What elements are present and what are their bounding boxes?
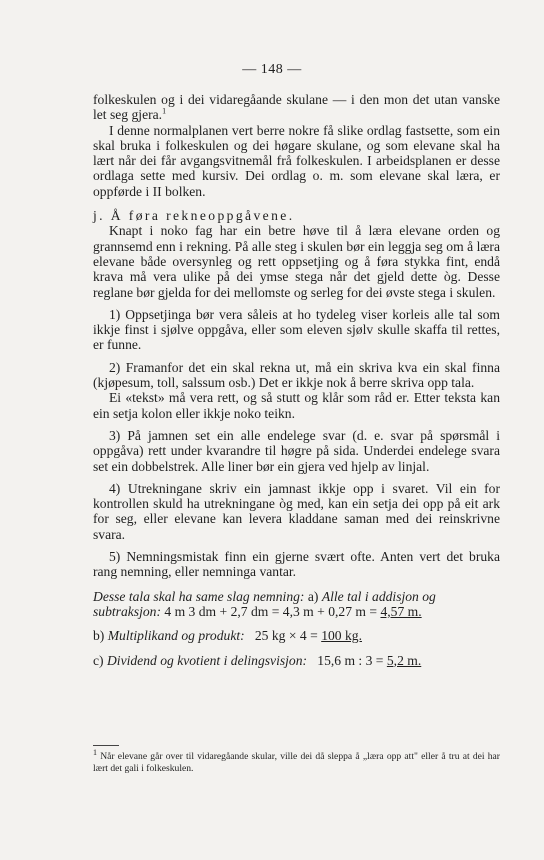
rule-item-2: 2) Framanfor det ein skal rekna ut, må ein skriva kva ein skal finna (kjøpesum, toll, salssum osb.) Det er ikkje nok å berre skriva opp tala. [93,359,500,391]
page-number: — 148 — [242,62,302,77]
example-a-expression: 4 m 3 dm + 2,7 dm = 4,3 m + 0,27 m = [164,603,378,619]
example-b: b) Multiplikand og produkt: 25 kg × 4 = 100 kg. [93,628,362,644]
footnote-reference: 1 [162,106,167,116]
rule-item-1: 1) Oppsetjinga bør vera såleis at ho tydeleg viser korleis alle tal som ikkje finst i sjølve oppgåva, eller som eleven sjølv skulle skaffa til rettes, er funne. [93,306,500,353]
rule-item-4: 4) Utrekningane skriv ein jamnast ikkje opp i svaret. Vil ein for kontrollen skuld ha utrekningane òg med, kan ein setja dei opp på eit ark for seg, eller elevane kan levera kladdane saman med dei reinskrivne svara. [93,480,500,542]
footnote [93,747,500,775]
example-a-result: 4,57 m. [380,603,422,619]
paragraph: I denne normalplanen vert berre nokre få slike ordlag fastsette, som ein skal bruka i folkeskulen og dei høgare skulane, og som elevane skal ha lært når dei får avgangsvitnemål frå folkeskulen. I arbeidsplanen er desse ordlaga sette med kursiv. Dei ordlag o. m. som elevane skal læra, er oppførde i II bolken. [93,122,500,199]
example-a: Desse tala skal ha same slag nemning: a) Alle tal i addisjon og subtraksjon: 4 m 3 dm + 2,7 dm = 4,3 m + 0,27 m = 4,57 m. [93,588,436,619]
example-b-result: 100 kg. [321,628,362,644]
example-c: c) Dividend og kvotient i delingsvisjon: 15,6 m : 3 = 5,2 m. [93,652,422,668]
examples-intro: Desse tala skal ha same slag nemning: [93,588,305,604]
rule-item-3: 3) På jamnen set ein alle endelege svar (d. e. svar på spørsmål i oppgåva) rett under kvarandre til høgre på sida. Underdei endelege svara set ein dobbelstrek. Alle liner bør ein gjera ved hjelp av linjal. [93,427,500,474]
footnote-text: Når elevane går over til vidaregåande skular, ville dei då sleppa å „læra opp att" eller å tru at dei har lært det gali i folkeskulen. [93,751,500,774]
page-body [93,92,500,668]
example-b-expression: 25 kg × 4 = [254,628,318,644]
rule-item-5: 5) Nemningsmistak finn ein gjerne svært ofte. Anten vert det bruka rang nemning, eller nemninga vantar. [93,549,500,580]
paragraph: folkeskulen og i dei vidaregåande skulane — i den mon det utan vanske let seg gjera.$^1$ [93,92,500,123]
example-c-expression: 15,6 m : 3 = [317,652,384,668]
section-heading: j. Å føra rekneoppgåvene. [93,208,295,224]
paragraph: Ei «tekst» må vera rett, og så stutt og klår som råd er. Etter teksta kan ein setja kolon eller ikkje noko teikn. [93,390,500,421]
paragraph: Knapt i noko fag har ein betre høve til å læra elevane orden og grannsemd enn i rekning. På alle steg i skulen bør ein leggja seg om å læra elevane både oversynleg og rett oppsetjing og å føra stykka fint, endå krava må vera ulike på dei ymse stega når det gjeld dette òg. Desse reglane bør gjelda for dei mellomste og serleg for dei øvste stega i skulen. [93,223,500,300]
footnote-mark: 1 [93,747,97,757]
example-c-result: 5,2 m. [386,652,422,668]
footnote-divider [93,745,119,746]
examples-block [93,589,500,668]
